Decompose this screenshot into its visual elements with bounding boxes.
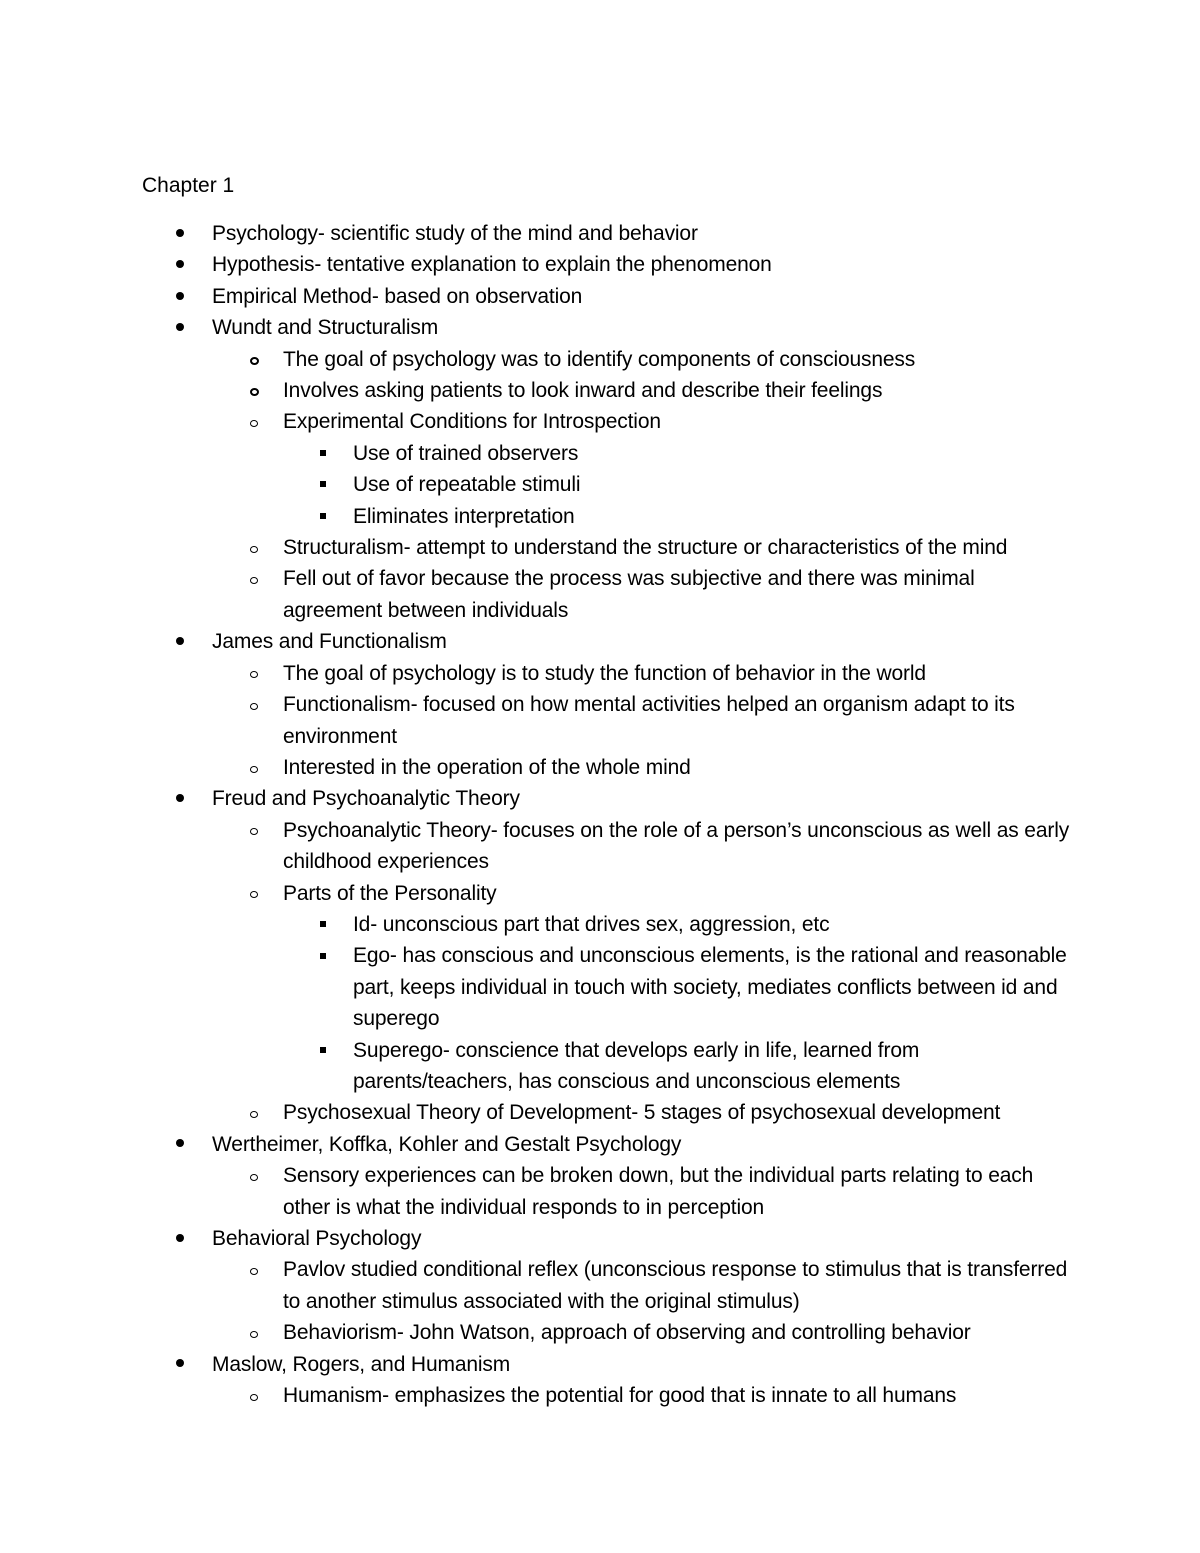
outline-item-text: Sensory experiences can be broken down, but the individual parts relating to each other is what the individual responds to in perception — [283, 1164, 1034, 1219]
outline-item-level-1 — [0, 1129, 1200, 1160]
hollow-circle-bullet-icon — [246, 563, 262, 594]
outline-item-level-2 — [0, 1160, 1200, 1223]
outline-item-text: Pavlov studied conditional reflex (unconscious response to stimulus that is transferred to another stimulus associated with the original stimulus) — [283, 1258, 1068, 1313]
filled-circle-bullet-icon — [172, 249, 188, 280]
outline-item-text: Id- unconscious part that drives sex, aggression, etc — [353, 912, 830, 936]
outline-item-level-3 — [0, 909, 1200, 940]
hollow-circle-bullet-icon — [246, 689, 262, 720]
outline-item-level-1 — [0, 1223, 1200, 1254]
outline-item-text: Parts of the Personality — [283, 881, 497, 905]
outline-item-text: James and Functionalism — [212, 630, 447, 654]
outline-item-text: Ego- has conscious and unconscious elements, is the rational and reasonable part, keeps individual in touch with society, mediates conflicts between id and superego — [353, 944, 1067, 1031]
outline-item-text: Psychoanalytic Theory- focuses on the role of a person’s unconscious as well as early childhood experiences — [283, 818, 1070, 874]
outline-item-level-1 — [0, 218, 1200, 249]
filled-circle-bullet-icon — [172, 281, 188, 312]
outline-item-text: The goal of psychology was to identify components of consciousness — [283, 347, 916, 371]
hollow-circle-bullet-icon — [246, 1380, 262, 1411]
outline-item-level-2 — [0, 1380, 1200, 1411]
outline-item-text: Psychology- scientific study of the mind and behavior — [212, 222, 698, 245]
outline-item-level-2 — [0, 878, 1200, 909]
square-bullet-icon — [317, 438, 329, 469]
outline-item-text: Fell out of favor because the process was subjective and there was minimal agreement between individuals — [283, 567, 975, 622]
outline-item-level-2 — [0, 1254, 1200, 1317]
outline-item-level-1 — [0, 626, 1200, 657]
outline-item-text: Wertheimer, Koffka, Kohler and Gestalt Psychology — [212, 1132, 682, 1156]
outline-item-text: Eliminates interpretation — [353, 504, 575, 528]
outline-item-level-2 — [0, 406, 1200, 437]
outline-item-level-2 — [0, 815, 1200, 878]
outline-item-text: Wundt and Structuralism — [212, 316, 439, 340]
outline-item-text: Experimental Conditions for Introspection — [283, 410, 661, 434]
outline-item-text: Superego- conscience that develops early in life, learned from parents/teachers, has conscious and unconscious elements — [353, 1038, 920, 1093]
filled-circle-bullet-icon — [172, 1223, 188, 1254]
outline-item-text: Freud and Psychoanalytic Theory — [212, 787, 520, 811]
outline-item-text: Interested in the operation of the whole mind — [283, 755, 691, 779]
hollow-circle-bullet-icon — [246, 752, 262, 783]
filled-circle-bullet-icon — [172, 312, 188, 343]
hollow-circle-bullet-icon — [246, 878, 262, 909]
outline-item-text: Behavioral Psychology — [212, 1227, 422, 1250]
outline-item-level-3 — [0, 438, 1200, 469]
outline-item-level-2 — [0, 689, 1200, 752]
outline-item-level-3 — [0, 940, 1200, 1034]
outline-item-level-1 — [0, 281, 1200, 312]
square-bullet-icon — [317, 1035, 329, 1066]
hollow-circle-bullet-icon — [246, 1254, 262, 1285]
outline-item-level-2 — [0, 563, 1200, 626]
hollow-circle-bullet-icon — [246, 1097, 262, 1128]
square-bullet-icon — [317, 940, 329, 971]
square-bullet-icon — [317, 909, 329, 940]
outline-item-text: Functionalism- focused on how mental activities helped an organism adapt to its environment — [283, 693, 1015, 748]
outline-item-level-2 — [0, 752, 1200, 783]
outline-item-level-3 — [0, 469, 1200, 500]
hollow-circle-bullet-icon — [246, 658, 262, 689]
outline-item-level-2 — [0, 658, 1200, 689]
hollow-circle-bullet-icon — [246, 1160, 262, 1191]
outline-item-text: The goal of psychology is to study the function of behavior in the world — [283, 661, 926, 685]
filled-circle-bullet-icon — [172, 1129, 188, 1160]
outline-item-level-1 — [0, 249, 1200, 280]
outline-item-text: Structuralism- attempt to understand the structure or characteristics of the mind — [283, 536, 1008, 560]
outline-item-text: Use of repeatable stimuli — [353, 473, 581, 497]
outline-item-text: Use of trained observers — [353, 441, 579, 465]
outline-item-level-3 — [0, 501, 1200, 532]
outline-item-text: Behaviorism- John Watson, approach of observing and controlling behavior — [283, 1321, 971, 1345]
hollow-circle-bullet-icon — [246, 532, 262, 563]
outline-item-level-1 — [0, 783, 1200, 814]
filled-circle-bullet-icon — [172, 1349, 188, 1380]
outline-item-level-2 — [0, 532, 1200, 563]
bold-hollow-circle-bullet-icon — [246, 375, 262, 406]
outline-item-level-1 — [0, 312, 1200, 343]
outline-item-text: Psychosexual Theory of Development- 5 stages of psychosexual development — [283, 1101, 1001, 1125]
outline-item-text: Hypothesis- tentative explanation to explain the phenomenon — [212, 253, 772, 277]
outline-item-level-2 — [0, 1317, 1200, 1348]
outline-item-level-2 — [0, 344, 1200, 375]
filled-circle-bullet-icon — [172, 626, 188, 657]
hollow-circle-bullet-icon — [246, 815, 262, 846]
outline-item-text: Maslow, Rogers, and Humanism — [212, 1352, 511, 1376]
outline-item-level-2 — [0, 375, 1200, 406]
hollow-circle-bullet-icon — [246, 406, 262, 437]
bullet-outline — [0, 218, 1200, 1411]
filled-circle-bullet-icon — [172, 783, 188, 814]
outline-item-text: Humanism- emphasizes the potential for good that is innate to all humans — [283, 1384, 957, 1408]
outline-item-level-2 — [0, 1097, 1200, 1128]
outline-item-level-1 — [0, 1349, 1200, 1380]
outline-item-text: Empirical Method- based on observation — [212, 284, 583, 308]
chapter-heading: Chapter 1 — [142, 174, 235, 197]
square-bullet-icon — [317, 501, 329, 532]
outline-item-level-3 — [0, 1035, 1200, 1098]
filled-circle-bullet-icon — [172, 218, 188, 249]
square-bullet-icon — [317, 469, 329, 500]
outline-item-text: Involves asking patients to look inward and describe their feelings — [283, 379, 883, 403]
hollow-circle-bullet-icon — [246, 1317, 262, 1348]
bold-hollow-circle-bullet-icon — [246, 344, 262, 375]
